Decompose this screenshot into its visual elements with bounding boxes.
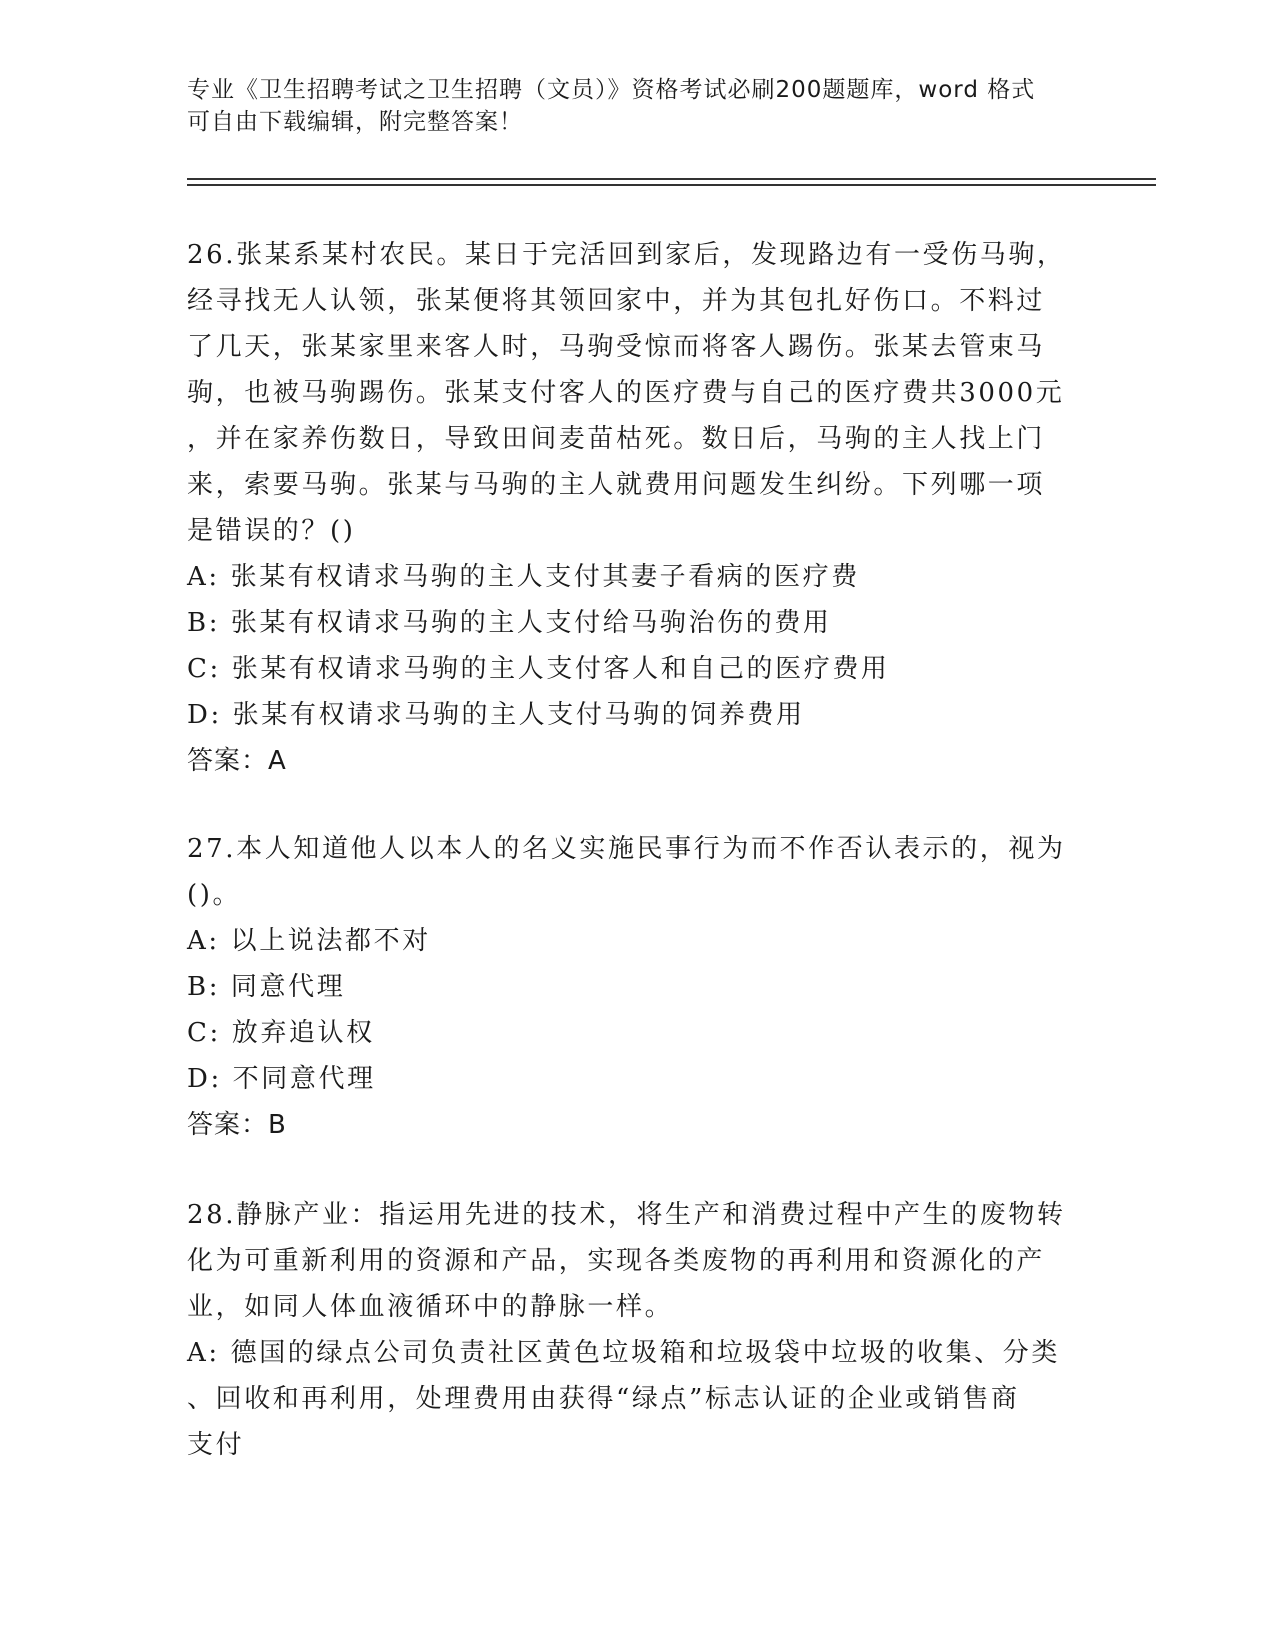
question-text-line: 来，索要马驹。张某与马驹的主人就费用问题发生纠纷。下列哪一项 [187,470,1046,500]
option-c: C: 张某有权请求马驹的主人支付客人和自己的医疗费用 [187,654,890,684]
document-header [187,74,1087,138]
header-line-1: 专业《卫生招聘考试之卫生招聘（文员）》资格考试必刷200题题库，word 格式 [187,77,1036,103]
option-a-continued: 支付 [187,1430,245,1460]
question-text-line: 驹，也被马驹踢伤。张某支付客人的医疗费与自己的医疗费共3000元 [187,378,1065,408]
answer-line: 答案：B [187,1110,287,1140]
header-line-2: 可自由下载编辑，附完整答案！ [187,109,523,135]
question-text-line: ()。 [187,880,242,910]
header-divider-top [187,178,1156,180]
question-text-line: 27.本人知道他人以本人的名义实施民事行为而不作否认表示的，视为 [187,834,1066,864]
question-text-line: 业，如同人体血液循环中的静脉一样。 [187,1292,674,1322]
option-a-continued: 、回收和再利用，处理费用由获得“绿点”标志认证的企业或销售商 [187,1384,1020,1414]
option-a: A: 以上说法都不对 [187,926,431,956]
answer-line: 答案：A [187,746,287,776]
question-text-line: 了几天，张某家里来客人时，马驹受惊而将客人踢伤。张某去管束马 [187,332,1046,362]
question-text-line: 化为可重新利用的资源和产品，实现各类废物的再利用和资源化的产 [187,1246,1046,1276]
option-b: B: 同意代理 [187,972,346,1002]
question-text-line: 28.静脉产业：指运用先进的技术，将生产和消费过程中产生的废物转 [187,1200,1066,1230]
option-b: B: 张某有权请求马驹的主人支付给马驹治伤的费用 [187,608,832,638]
question-text-line: 26.张某系某村农民。某日于完活回到家后，发现路边有一受伤马驹， [187,240,1066,270]
question-26 [187,232,1087,784]
question-28 [187,1192,1087,1468]
option-d: D: 不同意代理 [187,1064,376,1094]
question-text-line: 经寻找无人认领，张某便将其领回家中，并为其包扎好伤口。不料过 [187,286,1046,316]
header-divider-bottom [187,184,1156,186]
question-text-line: ，并在家养伤数日，导致田间麦苗枯死。数日后，马驹的主人找上门 [187,424,1046,454]
question-text-line: 是错误的？() [187,516,356,546]
option-c: C: 放弃追认权 [187,1018,375,1048]
option-a: A: 张某有权请求马驹的主人支付其妻子看病的医疗费 [187,562,860,592]
option-d: D: 张某有权请求马驹的主人支付马驹的饲养费用 [187,700,805,730]
question-27 [187,826,1087,1148]
option-a: A: 德国的绿点公司负责社区黄色垃圾箱和垃圾袋中垃圾的收集、分类 [187,1338,1061,1368]
